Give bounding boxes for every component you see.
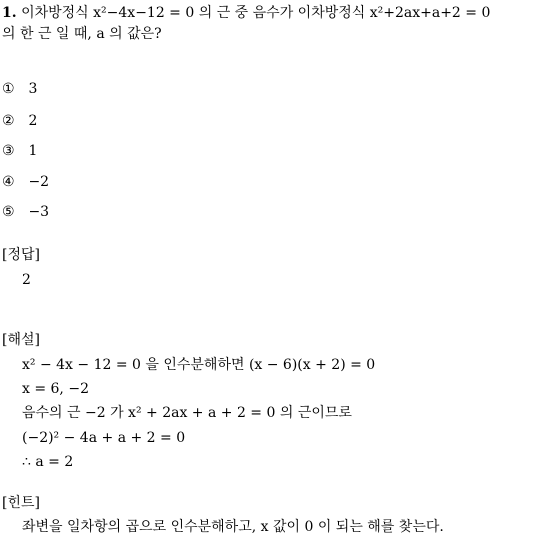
explanation-label: [해설] <box>2 332 40 348</box>
question-text-line-1: 이차방정식 x²−4x−12 = 0 의 근 중 음수가 이차방정식 x²+2ax+a+2 = 0 <box>21 5 491 21</box>
choice-value: 1 <box>28 143 38 159</box>
question-line-1 <box>2 4 490 22</box>
choice-mark: ④ <box>2 174 15 190</box>
choice-3[interactable] <box>2 142 37 160</box>
explanation-line-2: x = 6, −2 <box>22 381 89 397</box>
hint-text: 좌변을 일차항의 곱으로 인수분해하고, x 값이 0 이 되는 해를 찾는다. <box>22 519 444 535</box>
choice-value: 2 <box>28 113 38 129</box>
choice-mark: ② <box>2 113 15 129</box>
question-text-line-2: 의 한 근 일 때, a 의 값은? <box>2 26 162 42</box>
hint-label: [힌트] <box>2 495 40 511</box>
choice-4[interactable] <box>2 173 49 191</box>
choice-value: 3 <box>28 81 38 97</box>
choice-value: −3 <box>28 204 50 220</box>
answer-value: 2 <box>22 272 31 288</box>
choice-2[interactable] <box>2 112 37 130</box>
choice-mark: ⑤ <box>2 204 15 220</box>
question-number: 1. <box>2 5 17 21</box>
explanation-line-5: ∴ a = 2 <box>22 454 74 470</box>
answer-label: [정답] <box>2 247 40 263</box>
choice-mark: ③ <box>2 143 15 159</box>
explanation-line-1: x² − 4x − 12 = 0 을 인수분해하면 (x − 6)(x + 2) = 0 <box>22 357 376 373</box>
explanation-line-3: 음수의 근 −2 가 x² + 2ax + a + 2 = 0 의 근이므로 <box>22 405 352 421</box>
question-line-2 <box>2 25 162 43</box>
choice-mark: ① <box>2 81 15 97</box>
choice-value: −2 <box>28 174 50 190</box>
choice-1[interactable] <box>2 80 37 98</box>
explanation-line-4: (−2)² − 4a + a + 2 = 0 <box>22 430 186 446</box>
choice-5[interactable] <box>2 203 49 221</box>
